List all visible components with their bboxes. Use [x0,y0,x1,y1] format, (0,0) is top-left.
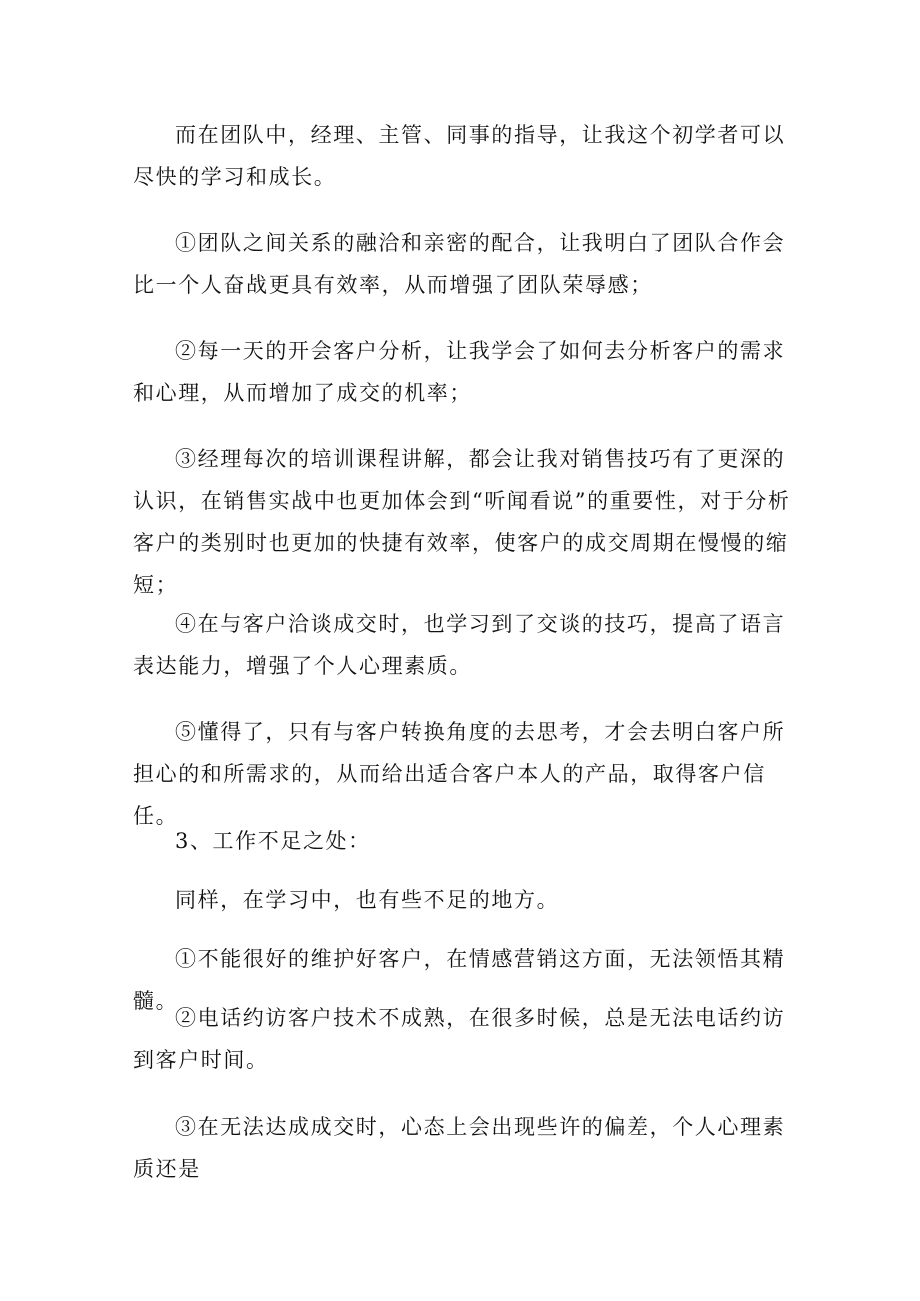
paragraph-team-relations: ①团队之间关系的融洽和亲密的配合，让我明白了团队合作会比一个人奋战更具有效率，从而增强了团队荣辱感； [133,231,786,297]
paragraph-shortcoming-2: ②电话约访客户技术不成熟，在很多时候，总是无法电话约访到客户时间。 [133,1006,786,1072]
section-heading-shortcomings: 3、工作不足之处： [175,829,371,853]
paragraph-training: ③经理每次的培训课程讲解，都会让我对销售技巧有了更深的认识，在销售实战中也更加体会到“听闻看说”的重要性，对于分析客户的类别时也更加的快捷有效率，使客户的成交周期在慢慢的缩短； [133,447,791,597]
paragraph-shortcoming-3: ③在无法达成成交时，心态上会出现些许的偏差，个人心理素质还是 [133,1115,786,1181]
paragraph-customer-perspective: ⑤懂得了，只有与客户转换角度的去思考，才会去明白客户所担心的和所需求的，从而给出适合客户本人的产品，取得客户信任。 [133,720,786,828]
paragraph-shortcomings-intro: 同样，在学习中，也有些不足的地方。 [175,888,560,912]
paragraph-daily-analysis: ②每一天的开会客户分析，让我学会了如何去分析客户的需求和心理，从而增加了成交的机率； [133,339,786,405]
paragraph-shortcoming-1: ①不能很好的维护好客户，在情感营销这方面，无法领悟其精髓。 [133,947,786,1013]
paragraph-team-guidance: 而在团队中，经理、主管、同事的指导，让我这个初学者可以尽快的学习和成长。 [133,123,786,189]
paragraph-negotiation: ④在与客户洽谈成交时，也学习到了交谈的技巧，提高了语言表达能力，增强了个人心理素质。 [133,612,786,678]
